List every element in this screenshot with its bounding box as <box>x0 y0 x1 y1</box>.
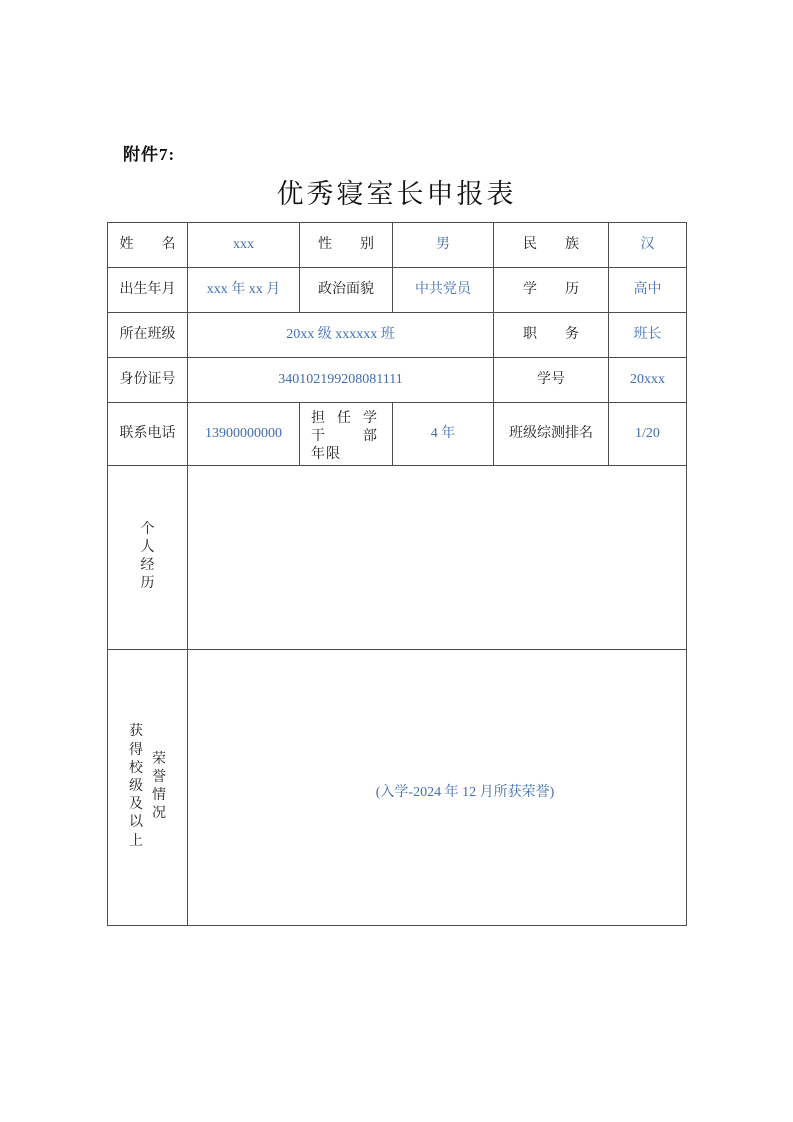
label-name-text: 姓 名 <box>119 236 176 252</box>
label-cadre-years <box>300 403 393 466</box>
label-honors-text-part1: 获得校级及以上 <box>129 724 143 849</box>
label-position <box>494 313 609 358</box>
label-birth-date: 出生年月 <box>108 268 188 313</box>
value-ranking: 1/20 <box>609 403 687 466</box>
label-personal-experience-text: 个人经历 <box>140 521 155 592</box>
value-political-status: 中共党员 <box>393 268 494 313</box>
form-title: 优秀寝室长申报表 <box>276 179 517 209</box>
table-row-birth-political-education <box>108 268 687 313</box>
table-row-honors <box>108 649 687 925</box>
value-cadre-years: 4 年 <box>393 403 494 466</box>
value-student-id: 20xxx <box>609 358 687 403</box>
attachment-label: 附件7: <box>123 145 176 164</box>
table-row-id-studentid <box>108 358 687 403</box>
label-cadre-years-line2: 干 部 <box>311 429 377 445</box>
value-id-number: 340102199208081111 <box>188 358 494 403</box>
label-honors-text-part2: 荣誉情况 <box>152 751 166 822</box>
label-gender <box>300 223 393 268</box>
honors-period-note: (入学-2024 年 12 月所获荣誉) <box>375 784 555 800</box>
label-ethnicity <box>494 223 609 268</box>
table-row-phone-cadre-ranking <box>108 403 687 466</box>
application-form-table <box>107 222 687 926</box>
value-name: xxx <box>188 223 300 268</box>
table-row-name-gender-ethnicity <box>108 223 687 268</box>
label-political-status: 政治面貌 <box>300 268 393 313</box>
honors-content <box>188 649 687 925</box>
label-honors <box>108 649 188 925</box>
label-student-id: 学号 <box>494 358 609 403</box>
personal-experience-content <box>188 465 687 649</box>
label-personal-experience <box>108 465 188 649</box>
value-gender: 男 <box>393 223 494 268</box>
value-ethnicity: 汉 <box>609 223 687 268</box>
value-class: 20xx 级 xxxxxx 班 <box>188 313 494 358</box>
label-cadre-years-line1: 担 任 学 <box>311 411 377 426</box>
label-id-number: 身份证号 <box>108 358 188 403</box>
table-row-class-position <box>108 313 687 358</box>
label-education-text: 学 历 <box>523 281 579 297</box>
label-cadre-years-line3: 年限 <box>311 447 341 463</box>
label-ethnicity-text: 民 族 <box>523 236 579 252</box>
label-honors-wrap <box>108 723 187 850</box>
label-position-text: 职 务 <box>523 326 579 342</box>
label-phone: 联系电话 <box>108 403 188 466</box>
value-education: 高中 <box>609 268 687 313</box>
label-cadre-years-block <box>311 410 377 465</box>
value-position: 班长 <box>609 313 687 358</box>
label-gender-text: 性 别 <box>318 236 374 252</box>
label-class: 所在班级 <box>108 313 188 358</box>
label-education <box>494 268 609 313</box>
table-row-personal-experience <box>108 465 687 649</box>
value-birth-date: xxx 年 xx 月 <box>188 268 300 313</box>
value-phone: 13900000000 <box>188 403 300 466</box>
label-ranking: 班级综测排名 <box>494 403 609 466</box>
label-name <box>108 223 188 268</box>
